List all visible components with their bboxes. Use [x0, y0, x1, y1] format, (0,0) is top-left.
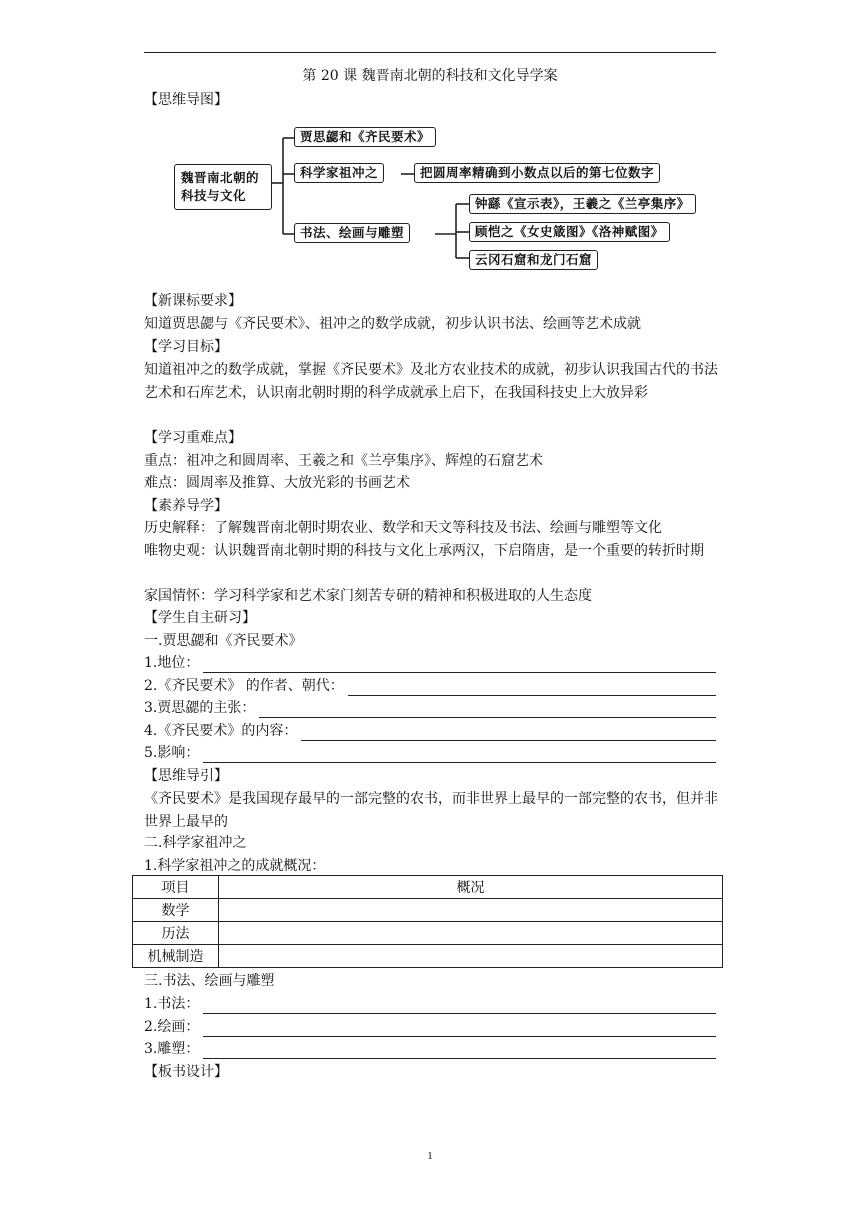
fill-label: 3.雕塑：: [144, 1041, 200, 1057]
fill-label: 5.影响：: [144, 745, 200, 761]
fill-label: 1.书法：: [144, 996, 200, 1012]
table-header-overview: 概况: [219, 876, 723, 899]
fill-label: 4.《齐民要术》的内容：: [144, 723, 298, 739]
mind-map-branch-jia-sixie: 贾思勰和《齐民要术》: [294, 127, 436, 147]
table-cell-answer[interactable]: [219, 945, 723, 968]
part3-heading: 三.书法、绘画与雕塑: [144, 973, 275, 989]
fill-sculpture: [144, 1039, 716, 1059]
mind-map-branch-zu-chongzhi: 科学家祖冲之: [294, 163, 384, 183]
curriculum-text: 知道贾思勰与《齐民要术》、祖冲之的数学成就，初步认识书法、绘画等艺术成就: [144, 316, 641, 332]
guide-text: 《齐民要术》是我国现存最早的一部完整的农书，而非世界上最早的一部完整的农书，但并非世界上最早的: [144, 791, 718, 830]
mind-map-pi-achievement: 把圆周率精确到小数点以后的第七位数字: [414, 163, 660, 183]
section-selfstudy-heading: 【学生自主研习】: [144, 610, 256, 626]
literacy-history: 历史解释：了解魏晋南北朝时期农业、数学和天文等科技及书法、绘画与雕塑等文化: [144, 520, 662, 536]
fill-advocacy: [144, 698, 716, 718]
literacy-materialism: 唯物史观：认识魏晋南北朝时期的科技与文化上承两汉，下启隋唐，是一个重要的转折时期: [144, 543, 704, 559]
page-title: 第 20 课 魏晋南北朝的科技和文化导学案: [302, 68, 558, 84]
answer-line[interactable]: [301, 725, 716, 741]
fill-label: 3.贾思勰的主张：: [144, 700, 256, 716]
table-row: [133, 922, 723, 945]
table-cell-item: 历法: [133, 922, 219, 945]
mind-map-painting: 顾恺之《女史箴图》《洛神赋图》: [469, 222, 670, 242]
fill-painting: [144, 1017, 716, 1037]
table-cell-answer[interactable]: [219, 899, 723, 922]
answer-line[interactable]: [203, 998, 716, 1014]
fill-content: [144, 721, 716, 741]
mind-map-root: 魏晋南北朝的科技与文化: [174, 164, 272, 210]
achievement-table: [132, 875, 723, 968]
section-guide-heading: 【思维导引】: [144, 768, 228, 784]
mind-map-grottoes: 云冈石窟和龙门石窟: [469, 250, 598, 270]
section-mindmap-heading: 【思维导图】: [144, 92, 228, 108]
difficult-point: 难点：圆周率及推算、大放光彩的书画艺术: [144, 475, 410, 491]
header-rule: [144, 52, 716, 53]
part2-heading: 二.科学家祖冲之: [144, 835, 247, 851]
table-row: [133, 945, 723, 968]
fill-status: [144, 653, 716, 673]
fill-label: 1.地位：: [144, 655, 200, 671]
fill-author-dynasty: [144, 676, 716, 696]
answer-line[interactable]: [259, 702, 716, 718]
section-goals-heading: 【学习目标】: [144, 339, 228, 355]
section-curriculum-heading: 【新课标要求】: [144, 293, 242, 309]
part1-heading: 一.贾思勰和《齐民要术》: [144, 633, 303, 649]
table-cell-answer[interactable]: [219, 922, 723, 945]
section-literacy-heading: 【素养导学】: [144, 498, 228, 514]
table-cell-item: 机械制造: [133, 945, 219, 968]
section-board-heading: 【板书设计】: [144, 1064, 228, 1080]
table-cell-item: 数学: [133, 899, 219, 922]
answer-line[interactable]: [203, 1021, 716, 1037]
fill-calligraphy: [144, 994, 716, 1014]
mind-map-branch-art: 书法、绘画与雕塑: [294, 223, 410, 243]
answer-line[interactable]: [348, 680, 716, 696]
fill-influence: [144, 743, 716, 763]
fill-label: 2.绘画：: [144, 1019, 200, 1035]
table-row: [133, 899, 723, 922]
page-number: 1: [427, 1150, 433, 1162]
key-point: 重点：祖冲之和圆周率、王羲之和《兰亭集序》、辉煌的石窟艺术: [144, 453, 543, 469]
fill-label: 2.《齐民要术》 的作者、朝代：: [144, 678, 344, 694]
section-keypoints-heading: 【学习重难点】: [144, 430, 242, 446]
answer-line[interactable]: [203, 1043, 716, 1059]
answer-line[interactable]: [203, 747, 716, 763]
mind-map-calligraphy: 钟繇《宣示表》，王羲之《兰亭集序》: [469, 194, 696, 214]
literacy-patriotism: 家国情怀：学习科学家和艺术家门刻苦专研的精神和积极进取的人生态度: [144, 588, 592, 604]
table-header-item: 项目: [133, 876, 219, 899]
goals-text: 知道祖冲之的数学成就，掌握《齐民要术》及北方农业技术的成就，初步认识我国古代的书法艺术和石库艺术，认识南北朝时期的科学成就承上启下，在我国科技史上大放异彩: [144, 362, 718, 401]
answer-line[interactable]: [203, 657, 716, 673]
table-header-row: [133, 876, 723, 899]
part2-subheading: 1.科学家祖冲之的成就概况：: [144, 858, 326, 874]
